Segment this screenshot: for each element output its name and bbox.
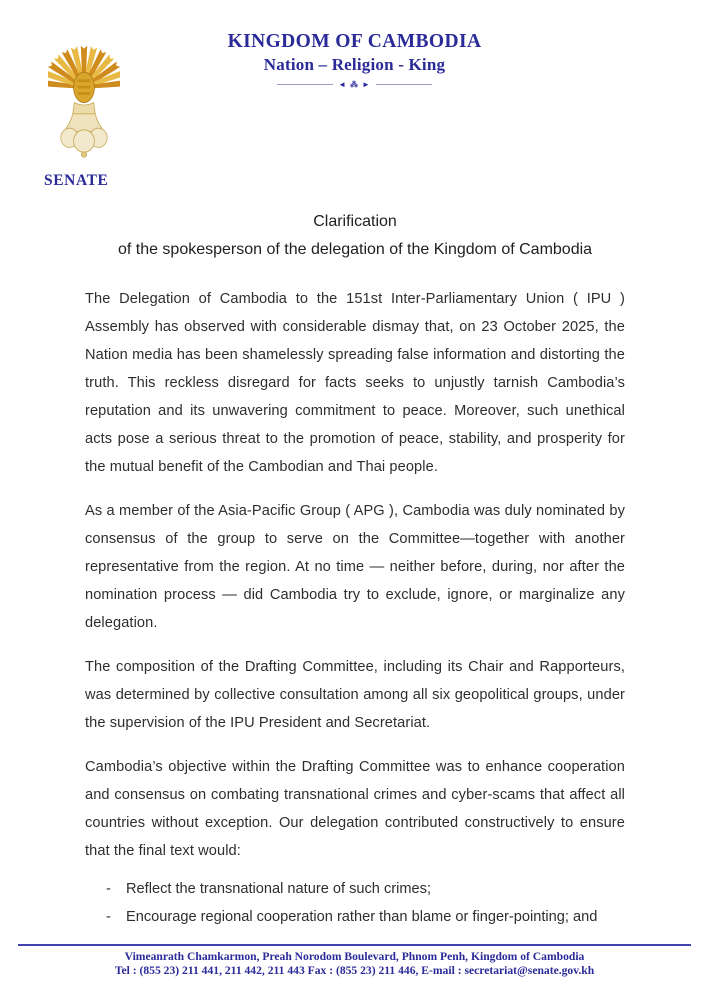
document-body [85,208,625,931]
list-item [85,875,625,903]
paragraph-2: As a member of the Asia-Pacific Group ( APG ), Cambodia was duly nominated by consensus of the group to serve on the Committee—together with another representative from the region. At no time — neither before, during, nor after the nomination process — did Cambodia try to exclude, ignore, or marginalize any delegation. [85,503,625,631]
divider-ornament-icon: ◄ ⁂ ► [338,80,371,89]
document-footer [0,944,709,978]
footer-address: Vimeanrath Chamkarmon, Preah Norodom Boulevard, Phnom Penh, Kingdom of Cambodia [124,950,585,963]
bullet-list [85,875,625,931]
bullet-text: Encourage regional cooperation rather than blame or finger-pointing; and [126,909,598,925]
bullet-dash: - [106,881,111,897]
footer-contact: Tel : (855 23) 211 441, 211 442, 211 443 Fax : (855 23) 211 446, E-mail : secretariat@senate.gov.kh [114,964,595,977]
senate-label: SENATE [44,172,109,189]
document-title: Clarification [313,213,397,230]
bullet-text: Reflect the transnational nature of such crimes; [126,881,432,897]
list-item [85,903,625,931]
kingdom-title: KINGDOM OF CAMBODIA [227,31,482,52]
footer-rule [18,944,691,946]
ornamental-divider [0,80,709,89]
paragraph-3: The composition of the Drafting Committee, including its Chair and Rapporteurs, was determined by collective consultation among all six geopolitical groups, under the supervision of the IPU President and Secretariat. [85,659,625,731]
bullet-dash: - [106,909,111,925]
paragraph-4: Cambodia’s objective within the Drafting Committee was to enhance cooperation and consensus on combating transnational crimes and cyber-scams that affect all countries without exception. Our delegation contributed constructively to ensure that the final text would: [85,759,625,859]
national-motto: Nation – Religion - King [263,55,446,74]
paragraph-1: The Delegation of Cambodia to the 151st Inter-Parliamentary Union ( IPU ) Assembly has observed with considerable dismay that, on 23 October 2025, the Nation media has been shamelessly spreading false information and distorting the truth. This reckless disregard for facts seeks to unjustly tarnish Cambodia’s reputation and its unwavering commitment to peace. Moreover, such unethical acts pose a serious threat to the promotion of peace, stability, and prosperity for the mutual benefit of the Cambodian and Thai people. [85,291,625,475]
letterhead-center [0,30,709,89]
document-subtitle: of the spokesperson of the delegation of the Kingdom of Cambodia [117,241,593,258]
